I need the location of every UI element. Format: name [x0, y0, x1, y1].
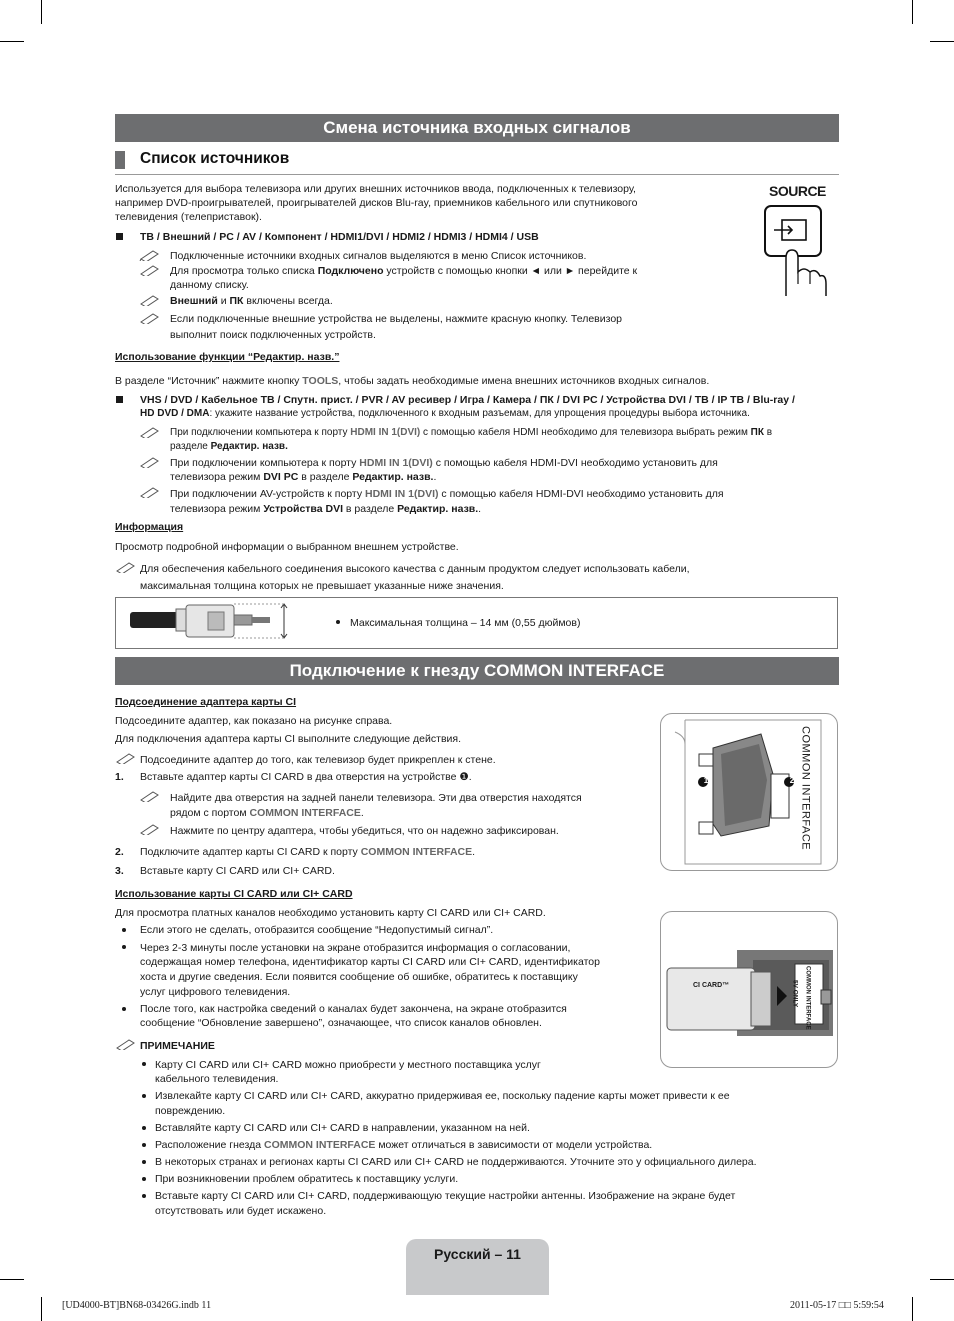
intro-line: телевидения (телеприставок).	[115, 211, 262, 223]
intro-line: например DVD-проигрывателей, проигрывателей дисков Blu-ray, приемников кабельного или спутникового	[115, 197, 638, 209]
step-text: .	[472, 846, 476, 858]
cable-spec-text: Максимальная толщина – 14 мм (0,55 дюймов)	[350, 617, 581, 629]
print-timestamp: 2011-05-17 □□ 5:59:54	[790, 1300, 884, 1311]
bullet-text: Вставляйте карту CI CARD или CI+ CARD в направлении, указанном на ней.	[155, 1122, 530, 1134]
bullet-dot	[122, 928, 126, 932]
bullet-text: Расположение гнезда	[155, 1139, 264, 1151]
step-text: Вставьте адаптер карты CI CARD в два отверстия на устройстве ❶.	[140, 771, 472, 783]
info-line: Просмотр подробной информации о выбранном внешнем устройстве.	[115, 541, 459, 553]
crop-mark	[930, 1279, 954, 1280]
paragraph-text: : укажите название устройства, подключенного к входным разъемам, для упрощения процедуры выбора источника.	[209, 408, 750, 419]
section-title-common-interface: Подключение к гнезду COMMON INTERFACE	[115, 657, 839, 685]
note-text: Нажмите по центру адаптера, чтобы убедиться, что он надежно зафиксирован.	[170, 825, 559, 837]
paragraph-text: В разделе “Источник” нажмите кнопку	[115, 375, 303, 387]
cable-spec-box	[115, 597, 838, 649]
bullet-dot	[336, 620, 340, 624]
bullet-text: Извлекайте карту CI CARD или CI+ CARD, аккуратно придерживая ее, поскольку падение карты может привести к ее	[155, 1090, 730, 1102]
device-list: VHS / DVD / Кабельное ТВ / Спутн. прист. / PVR / AV ресивер / Игра / Камера / ПК / DVI PC / Устройства DVI / ТВ / IP ТВ / Blu-ray /	[140, 394, 795, 406]
note-text: Для обеспечения кабельного соединения высокого качества с данным продуктом следует использовать кабели,	[140, 563, 690, 575]
bullet-text: При возникновении проблем обратитесь к поставщику услуги.	[155, 1173, 459, 1185]
note-pencil-icon	[139, 486, 161, 498]
port-name: HDMI IN 1(DVI)	[365, 488, 439, 500]
sources-list: ТВ / Внешний / PC / AV / Компонент / HDMI1/DVI / HDMI2 / HDMI3 / HDMI4 / USB	[140, 231, 539, 243]
note-heading: ПРИМЕЧАНИЕ	[140, 1040, 215, 1052]
callout-2: 2	[789, 776, 795, 785]
crop-mark	[0, 41, 24, 42]
bullet-text: В некоторых странах и регионах карты CI CARD или CI+ CARD не поддерживаются. Уточните это у официального дилера.	[155, 1156, 757, 1168]
note-text: телевизора режим	[170, 503, 264, 515]
note-pencil-icon	[139, 294, 161, 306]
bullet-dot	[142, 1194, 146, 1198]
note-text: Для просмотра только списка	[170, 265, 318, 277]
file-name: [UD4000-BT]BN68-03426G.indb 11	[62, 1300, 212, 1311]
note-text: При подключении AV-устройств к порту	[170, 488, 366, 500]
note-text: .	[433, 471, 437, 483]
bullet-text: хоста и другие сведения. Если появится сообщение об ошибке, обратитесь к поставщику	[140, 971, 578, 983]
paragraph-text: Подсоедините адаптер, как показано на рисунке справа.	[115, 715, 393, 727]
bullet-text: услуг цифрового телевидения.	[140, 986, 291, 998]
port-name: COMMON INTERFACE	[360, 846, 473, 858]
port-name: COMMON INTERFACE	[264, 1139, 376, 1151]
note-text: При подключении компьютера к порту	[170, 427, 351, 438]
edit-name-heading: Использование функции “Редактир. назв.”	[115, 351, 340, 363]
note-text: максимальная толщина которых не превышает указанные ниже значения.	[140, 580, 504, 592]
note-text: телевизора режим	[170, 471, 264, 483]
note-bold: DVI PC	[263, 471, 299, 483]
bullet-text: отсутствовать или будет искажено.	[155, 1205, 327, 1217]
callout-1: 1	[703, 776, 709, 785]
common-interface-label: COMMON INTERFACE	[799, 726, 812, 851]
note-pencil-icon	[139, 264, 161, 276]
bullet-dot	[122, 1007, 126, 1011]
bullet-dot	[142, 1126, 146, 1130]
note-text: с помощью кабеля HDMI-DVI необходимо установить для	[438, 488, 724, 500]
crop-mark	[912, 1297, 913, 1321]
note-bold: Редактир. назв.	[210, 441, 288, 452]
device-list: HD DVD / DMA	[140, 408, 210, 419]
usage-heading: Использование карты CI CARD или CI+ CARD	[115, 888, 353, 900]
subsection-title: Список источников	[140, 150, 290, 167]
note-bold: Подключено	[317, 265, 384, 277]
note-text: рядом с портом	[170, 807, 250, 819]
note-bold: Редактир. назв.	[397, 503, 479, 515]
port-name: HDMI IN 1(DVI)	[350, 427, 421, 438]
step-number: 2.	[115, 846, 124, 858]
source-button-figure	[760, 184, 838, 299]
note-pencil-icon	[115, 1038, 137, 1050]
note-text: Найдите два отверстия на задней панели телевизора. Эти два отверстия находятся	[170, 792, 582, 804]
crop-mark	[41, 0, 42, 24]
note-pencil-icon	[139, 249, 161, 261]
note-pencil-icon	[139, 426, 161, 438]
bullet-text: может отличаться в зависимости от модели устройства.	[375, 1139, 653, 1151]
bullet-dot	[142, 1094, 146, 1098]
subsection-header	[115, 149, 839, 175]
paragraph-text: Для подключения адаптера карты CI выполните следующие действия.	[115, 733, 461, 745]
adapter-figure	[660, 713, 838, 871]
note-text: Подсоедините адаптер до того, как телевизор будет прикреплен к стене.	[140, 754, 496, 766]
note-text: .	[360, 807, 364, 819]
note-text: включены всегда.	[243, 295, 333, 307]
note-pencil-icon	[139, 312, 161, 324]
cable-illustration	[130, 600, 300, 646]
note-pencil-icon	[139, 823, 161, 835]
note-text: При подключении компьютера к порту	[170, 457, 360, 469]
ci-card-figure	[660, 911, 838, 1068]
info-heading: Информация	[115, 521, 184, 533]
note-text: .	[478, 503, 482, 515]
step-number: 3.	[115, 865, 124, 877]
bullet-text: Карту CI CARD или CI+ CARD можно приобрести у местного поставщика услуг	[155, 1059, 541, 1071]
crop-mark	[0, 1279, 24, 1280]
note-bold: Устройства DVI	[263, 503, 344, 515]
paragraph-text: Для просмотра платных каналов необходимо установить карту CI CARD или CI+ CARD.	[115, 907, 546, 919]
paragraph-text: , чтобы задать необходимые имена внешних источников входных сигналов.	[338, 375, 710, 387]
bullet-text: Через 2-3 минуты после установки на экране отобразится информация о согласовании,	[140, 942, 571, 954]
note-text: и	[217, 295, 230, 307]
page-number-tab	[406, 1239, 549, 1295]
bullet-dot	[142, 1177, 146, 1181]
step-text: Подключите адаптер карты CI CARD к порту	[140, 846, 361, 858]
bullet-text: Если этого не сделать, отобразится сообщение “Недопустимый сигнал”.	[140, 924, 494, 936]
port-name: COMMON INTERFACE	[249, 807, 361, 819]
bullet-square	[116, 396, 123, 403]
bullet-text: После того, как настройка сведений о каналах будет закончена, на экране отобразится	[140, 1003, 567, 1015]
header-bar	[115, 151, 125, 169]
bullet-dot	[142, 1160, 146, 1164]
bullet-square	[116, 233, 123, 240]
page-label: Русский – 11	[434, 1246, 521, 1262]
bullet-text: содержащая номер телефона, идентификатор карты CI CARD или CI+ CARD, идентификатор	[140, 956, 600, 968]
bullet-dot	[142, 1062, 146, 1066]
step-text: Вставьте карту CI CARD или CI+ CARD.	[140, 865, 335, 877]
bullet-text: повреждению.	[155, 1105, 226, 1117]
slot-voltage-label: 5V ONLY	[791, 980, 799, 1008]
note-text: Подключенные источники входных сигналов выделяются в меню Список источников.	[170, 250, 587, 262]
note-text: с помощью кабеля HDMI-DVI необходимо установить для	[432, 457, 718, 469]
note-text: в разделе	[298, 471, 353, 483]
section-title-input-source: Смена источника входных сигналов	[115, 114, 839, 142]
note-text: устройств с помощью кнопки ◄ или ► перейдите к	[383, 265, 638, 277]
slot-label: COMMON INTERFACE	[804, 966, 811, 1030]
bullet-text: Вставьте карту CI CARD или CI+ CARD, поддерживающую текущие настройки антенны. Изображение на экране будет	[155, 1190, 736, 1202]
crop-mark	[912, 0, 913, 24]
step-number: 1.	[115, 771, 124, 783]
bullet-text: сообщение “Обновление завершено”, означающее, что список каналов обновлен.	[140, 1017, 542, 1029]
adapter-heading: Подсоединение адаптера карты CI	[115, 696, 297, 708]
bullet-dot	[142, 1143, 146, 1147]
note-bold: ПК	[229, 295, 244, 307]
source-button-label: SOURCE	[769, 183, 826, 199]
crop-mark	[930, 41, 954, 42]
note-text: данному списку.	[170, 279, 249, 291]
note-bold: Редактир. назв.	[352, 471, 434, 483]
bullet-text: кабельного телевидения.	[155, 1073, 279, 1085]
tools-key: TOOLS	[302, 375, 339, 387]
note-pencil-icon	[139, 456, 161, 468]
crop-mark	[41, 1297, 42, 1321]
card-label: CI CARD™	[693, 982, 730, 989]
intro-line: Используется для выбора телевизора или других внешних источников ввода, подключенных к телевизору,	[115, 183, 636, 195]
note-text: Если подключенные внешние устройства не выделены, нажмите красную кнопку. Телевизор	[170, 313, 622, 325]
note-text: разделе	[170, 441, 211, 452]
note-text: в разделе	[343, 503, 398, 515]
note-pencil-icon	[115, 752, 137, 764]
note-text: в	[763, 427, 773, 438]
note-pencil-icon	[115, 561, 137, 573]
note-text: с помощью кабеля HDMI необходимо для телевизора выбрать режим	[420, 427, 751, 438]
note-text: выполнит поиск подключенных устройств.	[170, 329, 376, 341]
note-bold: ПК	[750, 427, 764, 438]
port-name: HDMI IN 1(DVI)	[359, 457, 433, 469]
note-bold: Внешний	[170, 295, 218, 307]
bullet-dot	[122, 945, 126, 949]
source-input-icon	[760, 200, 838, 300]
note-pencil-icon	[139, 790, 161, 802]
